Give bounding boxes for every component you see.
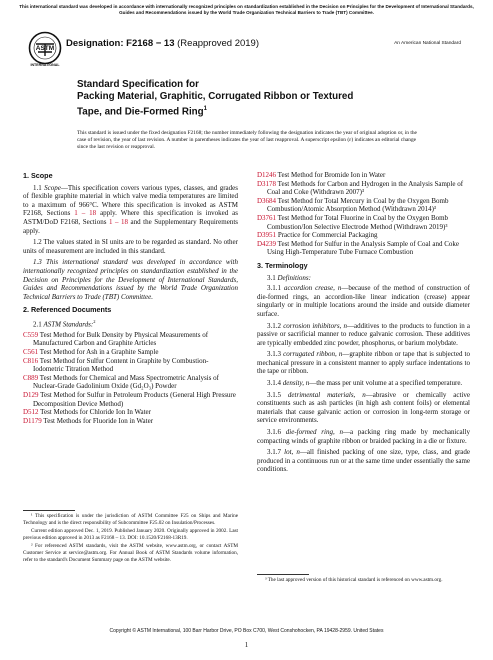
footnote-1: ¹ This specification is under the jurisdiction of ASTM Committee F25 on Ships and Marine Technology and is the direct responsibility of Subcommittee F25.02 on Insulation/Processes.	[23, 513, 238, 526]
footnote-divider	[23, 510, 75, 511]
reapproval: (Reapproved 2019)	[174, 38, 259, 49]
reference-code-link[interactable]: C816	[23, 356, 39, 365]
left-column	[23, 172, 238, 425]
reference-list-right	[257, 171, 470, 257]
reference-code-link[interactable]: C561	[23, 348, 39, 357]
page-title	[77, 79, 417, 118]
reference-item	[257, 231, 470, 240]
definition-term: corrugated ribbon, n	[283, 350, 343, 359]
section-link[interactable]: 1 – 18	[108, 217, 128, 226]
definition-num: 3.1.6	[267, 428, 286, 437]
definition-item	[257, 391, 470, 425]
reference-item	[23, 408, 238, 417]
reference-title: Test Methods for Chloride Ion In Water	[38, 408, 151, 417]
footnotes-left	[23, 513, 238, 565]
definitions-subheading: 3.1 Definitions:	[267, 273, 311, 282]
scope-para-1: 1.1 Scope—This specification covers various types, classes, and grades of flexible graphite material in which valve media temperatures are limited to a maximum of 966°C. Where this specification is invoked as ASTM F2168, Sections 1 – 18 apply. Where this specification is invoked as ASTM/DoD F2168, Sections 1 – 18 and the Supplementary Requirements apply.	[23, 183, 238, 235]
logo-ring-text: INTERNATIONAL	[30, 63, 60, 67]
reference-list-left	[23, 331, 238, 426]
reference-code-link[interactable]: D3951	[257, 231, 277, 240]
scope-heading: 1. Scope	[23, 171, 53, 180]
reference-item	[23, 331, 238, 348]
definition-num: 3.1.3	[267, 350, 284, 359]
terminology-heading: 3. Terminology	[257, 260, 308, 270]
reference-item	[257, 180, 470, 197]
ans-label: An American National Standard	[394, 41, 461, 46]
definition-text: —additives to the products to function in a passive or sacrificial manner to reduce galvanic corrosion. These additives are typically embedded zinc powder, phosphorus, or barium molybdate.	[257, 321, 470, 347]
footnotes-right	[257, 577, 470, 586]
definition-item	[257, 448, 470, 474]
title-line-3: Tape, and Die-Formed Ring	[77, 106, 204, 118]
definition-text: —a packing ring made by mechanically compacting winds of graphite ribbon or braided packing in a die or fixture.	[257, 428, 470, 445]
logo-letters: ASTM	[35, 45, 55, 52]
reference-title: Test Method for Sulfur Content in Graphite by Combustion-Iodometric Titration Method	[33, 356, 209, 374]
reference-item	[257, 171, 470, 180]
definitions-list	[257, 284, 470, 474]
definition-item	[257, 350, 470, 376]
scope-para-2: 1.2 The values stated in SI units are to be regarded as standard. No other units of measurement are included in this standard.	[23, 238, 238, 255]
definition-num: 3.1.7	[267, 448, 285, 457]
definition-text: —the mass per unit volume at a specified temperature.	[309, 379, 463, 388]
reference-title: Practice for Commercial Packaging	[276, 231, 378, 240]
title-line-2: Packing Material, Graphitic, Corrugated Ribbon or Textured	[77, 91, 354, 102]
footnote-1b: Current edition approved Dec. 1, 2019. Published January 2020. Originally approved in 2002. Last previous edition approved in 2013 as F2168 – 13. DOI: 10.1520/F2168-13R19.	[23, 528, 238, 541]
reference-item	[23, 357, 238, 374]
definition-num: 3.1.1	[267, 284, 284, 293]
reference-item	[23, 417, 238, 426]
right-column	[257, 171, 470, 477]
designation	[66, 38, 259, 49]
definition-item	[257, 284, 470, 318]
reference-code-link[interactable]: C889	[23, 373, 39, 382]
designation-label: Designation: F2168 − 13	[66, 38, 175, 49]
reference-code-link[interactable]: D129	[23, 390, 39, 399]
definition-term: detrimental materials, n	[287, 390, 366, 399]
reference-code-link[interactable]: C559	[23, 330, 39, 339]
reference-item	[257, 214, 470, 231]
reference-item	[257, 197, 470, 214]
definition-text: —graphite ribbon or tape that is subjected to mechanical pressure in a consistent manner to apply surface indentations to the tape or ribbon.	[257, 350, 471, 376]
reference-title: Test Method for Bromide Ion in Water	[276, 171, 386, 179]
definition-num: 3.1.2	[267, 321, 284, 330]
definition-text: —because of the method of construction of die-formed rings, an accordion-like linear indication (crease) appear singularly or in multiple locations around the inside and outside diameter surface.	[257, 284, 471, 318]
definition-term: die-formed ring, n	[285, 428, 344, 437]
reference-item	[23, 391, 238, 408]
definition-term: lot, n	[284, 448, 300, 457]
footnote-divider-right	[257, 574, 309, 575]
references-heading: 2. Referenced Documents	[23, 305, 112, 315]
definition-num: 3.1.4	[267, 379, 283, 388]
astm-logo-icon	[28, 31, 62, 67]
copyright-line: Copyright © ASTM International, 100 Barr Harbor Drive, PO Box C700, West Conshohocken, PA 19428-2959. United States	[109, 628, 384, 634]
reference-code-link[interactable]: D3761	[257, 213, 277, 222]
reference-item	[257, 240, 470, 257]
reference-title: Test Method for Total Fluorine in Coal by the Oxygen Bomb Combustion/Ion Selective Electrode Method (Withdrawn 2019)³	[267, 213, 449, 231]
definition-num: 3.1.5	[267, 390, 288, 399]
reference-code-link[interactable]: D3178	[257, 179, 277, 188]
reference-code-link[interactable]: D1179	[23, 416, 42, 425]
issue-note: This standard is issued under the fixed designation F2168; the number immediately following the designation indicates the year of original adoption or, in the case of revision, the year of last revision. A number in parentheses indicates the year of last reapproval. A superscript epsilon (ε) indicates an editorial change since the last revision or reapproval.	[77, 130, 417, 150]
definition-text: —abrasive or chemically active constituents such as ash particles (in high ash content foils) or elemental materials that cause galvanic action or corrosion in long-term storage or service environments.	[257, 390, 471, 425]
definition-text: —all finished packing of one size, type, class, and grade produced in a continuous run or at the same time under essentially the same conditions.	[257, 448, 471, 474]
reference-title: Test Method for Sulfur in Petroleum Products (General High Pressure Decomposition Device Method)	[33, 390, 236, 408]
reference-code-link[interactable]: D512	[23, 408, 39, 417]
definition-term: density, n	[282, 379, 310, 388]
definition-item	[257, 322, 470, 348]
reference-title: Test Method for Bulk Density by Physical Measurements of Manufactured Carbon and Graphite Articles	[33, 330, 209, 348]
footnote-2: ² For referenced ASTM standards, visit the ASTM website, www.astm.org, or contact ASTM Customer Service at service@astm.org. For Annual Book of ASTM Standards volume information, refer to the standard's Document Summary page on the ASTM website.	[23, 543, 238, 563]
footnote-3: ³ The last approved version of this historical standard is referenced on www.astm.org.	[265, 577, 443, 583]
reference-title: Test Method for Total Mercury in Coal by the Oxygen Bomb Combustion/Atomic Absorption Method (Withdrawn 2014)³	[267, 196, 449, 214]
astm-standards-subheading: 2.1 ASTM Standards:$^2$	[33, 318, 96, 329]
reference-item	[23, 348, 238, 357]
definition-term: accordion crease, n	[283, 284, 342, 293]
definition-item	[257, 379, 470, 388]
definition-item	[257, 428, 470, 445]
reference-title: Test Method for Sulfur in the Analysis Sample of Coal and Coke Using High-Temperature Tube Furnace Combustion	[267, 239, 459, 257]
reference-item	[23, 374, 238, 391]
title-footnote-mark: 1	[203, 106, 207, 112]
definition-term: corrosion inhibitors, n	[283, 321, 347, 330]
reference-title: Test Method for Ash in a Graphite Sample	[38, 348, 159, 357]
page-number: 1	[244, 641, 249, 649]
reference-title: Test Methods for Carbon and Hydrogen in the Analysis Sample of Coal and Coke (Withdrawn 2007)³	[267, 179, 464, 197]
reference-title: Test Methods for Chemical and Mass Spectrometric Analysis of Nuclear-Grade Gadolinium Oxide (Gd₂O₃) Powder	[33, 373, 219, 391]
title-line-1: Standard Specification for	[77, 79, 199, 90]
section-link[interactable]: 1 – 18	[74, 209, 97, 218]
reference-code-link[interactable]: D4239	[257, 239, 277, 248]
wto-notice: This international standard was developed in accordance with internationally recognized principles on standardization established in the Decision on Principles for the Development of International Standards, Guides and Recommendations issued by the World Trade Organization Technical Barriers to Trade (TBT) Committee.	[19, 4, 474, 15]
reference-code-link[interactable]: D1246	[257, 171, 277, 179]
reference-code-link[interactable]: D3684	[257, 196, 277, 205]
scope-para-3: 1.3 This international standard was developed in accordance with internationally recognized principles on standardization established in the Decision on Principles for the Development of International Standards, Guides and Recommendations issued by the World Trade Organization Technical Barriers to Trade (TBT) Committee.	[23, 258, 238, 301]
reference-title: Test Methods for Fluoride Ion in Water	[41, 416, 154, 425]
